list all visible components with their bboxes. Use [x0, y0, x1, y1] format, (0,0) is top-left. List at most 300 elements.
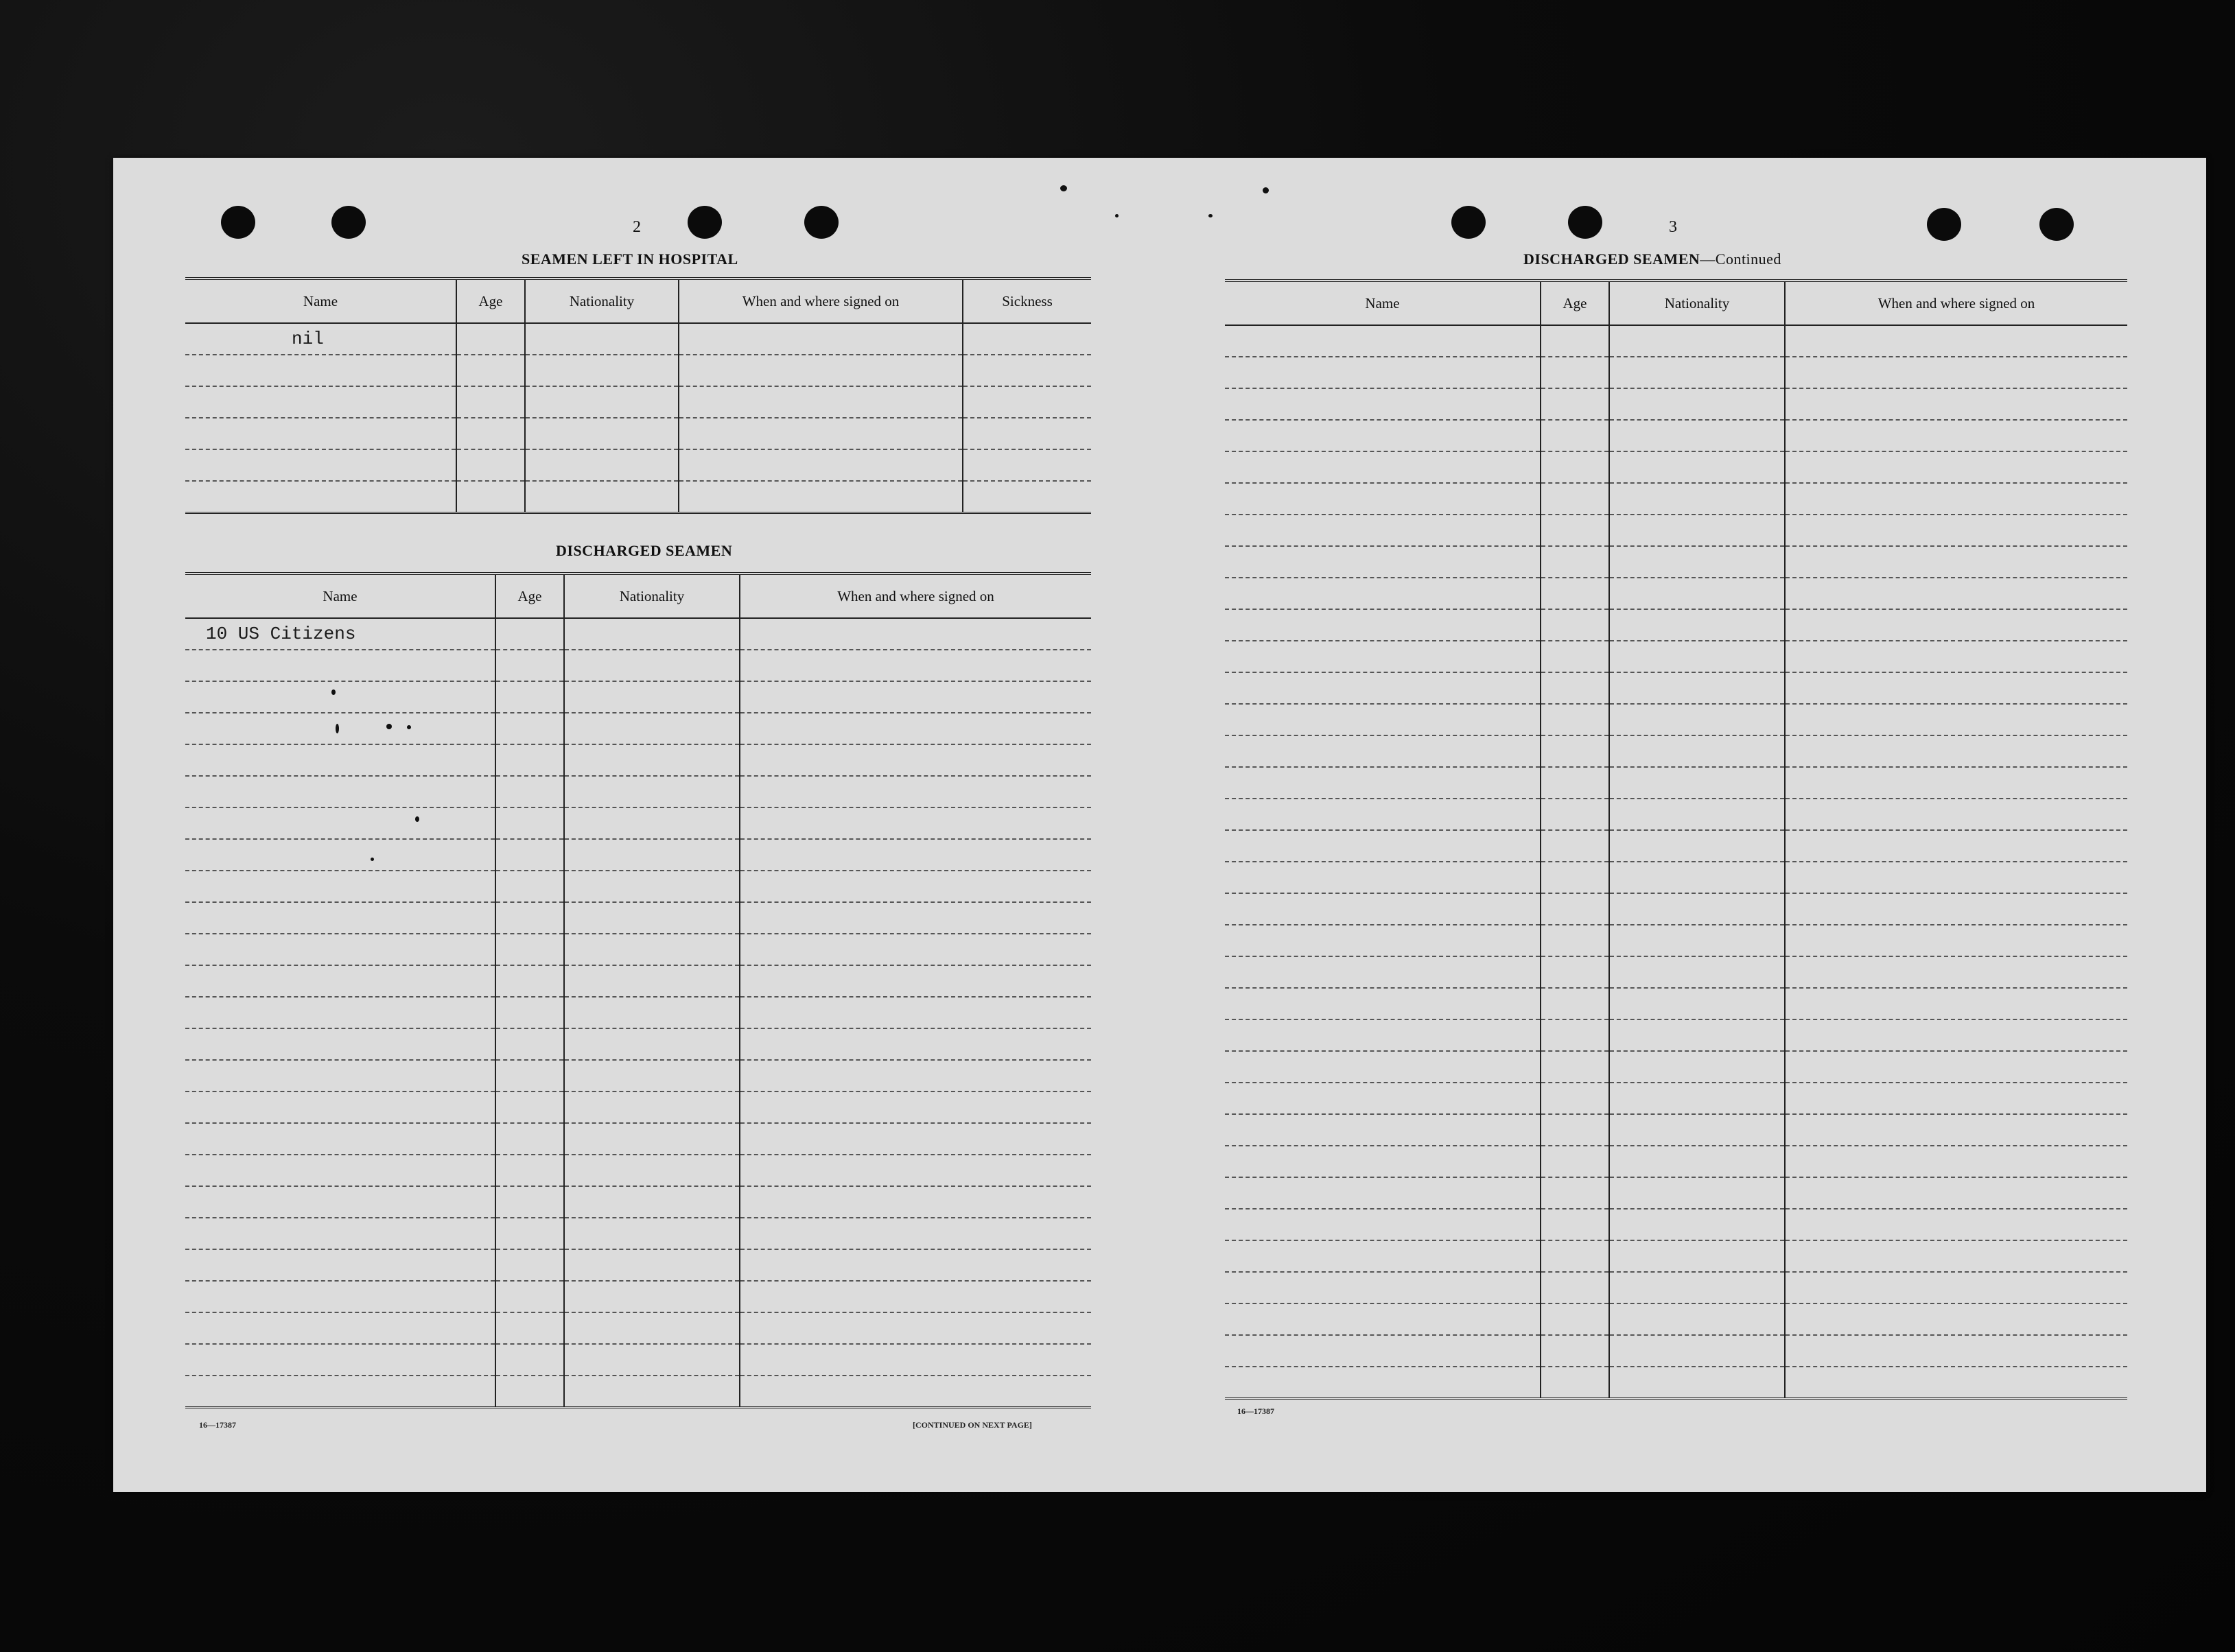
table-cell — [1785, 1083, 2127, 1114]
table-cell — [1225, 1367, 1541, 1399]
table-row — [185, 650, 1091, 681]
table-cell — [185, 902, 495, 934]
table-cell — [1225, 578, 1541, 609]
table-cell — [1541, 1114, 1609, 1146]
table-cell — [1541, 672, 1609, 704]
table-cell — [1609, 767, 1785, 799]
table-row — [185, 449, 1091, 481]
table-cell — [564, 934, 740, 965]
table-cell — [1225, 1083, 1541, 1114]
table-row — [185, 1028, 1091, 1060]
table-cell — [1225, 483, 1541, 515]
table-cell — [963, 418, 1091, 449]
table-row — [185, 807, 1091, 839]
table-cell — [495, 1155, 564, 1186]
table-cell — [1609, 830, 1785, 862]
table-row — [1225, 1177, 2127, 1209]
table-cell — [185, 839, 495, 871]
table-cell — [185, 934, 495, 965]
table-cell — [564, 713, 740, 744]
table-cell — [679, 481, 963, 513]
table-cell — [1609, 388, 1785, 420]
table-cell — [1541, 1146, 1609, 1177]
table-cell — [1785, 515, 2127, 546]
table-cell — [1541, 1240, 1609, 1272]
table-cell — [963, 355, 1091, 386]
table-cell — [495, 744, 564, 776]
table-row — [185, 618, 1091, 650]
table-cell — [1541, 641, 1609, 672]
table-row — [185, 681, 1091, 713]
table-cell — [740, 650, 1091, 681]
punch-hole — [331, 206, 366, 239]
table-row — [185, 1092, 1091, 1123]
table-cell — [185, 1344, 495, 1376]
table-cell — [564, 997, 740, 1028]
table-cell — [740, 1376, 1091, 1408]
table-row — [185, 776, 1091, 807]
table-row — [1225, 641, 2127, 672]
table-cell — [495, 1344, 564, 1376]
table-cell — [740, 1312, 1091, 1344]
table-cell — [1609, 956, 1785, 988]
table-cell — [1225, 1209, 1541, 1240]
table-cell — [1225, 672, 1541, 704]
table-cell — [1785, 546, 2127, 578]
table-cell — [1541, 799, 1609, 830]
table-cell — [740, 713, 1091, 744]
form-code: 16—17387 — [199, 1420, 236, 1430]
table-cell — [495, 997, 564, 1028]
table-row — [185, 965, 1091, 997]
table-cell — [1609, 1240, 1785, 1272]
table-cell — [1225, 704, 1541, 735]
table-cell — [740, 1344, 1091, 1376]
hospital-table — [185, 277, 1091, 514]
table-cell — [456, 418, 525, 449]
name-cell: 10 US Citizens — [185, 618, 495, 650]
table-cell — [1541, 451, 1609, 483]
table-cell — [1541, 1272, 1609, 1303]
table-cell — [495, 902, 564, 934]
table-cell — [1609, 1367, 1785, 1399]
table-cell — [564, 1218, 740, 1249]
table-cell — [1225, 735, 1541, 767]
table-row — [1225, 799, 2127, 830]
table-cell — [1785, 1209, 2127, 1240]
table-cell — [740, 997, 1091, 1028]
table-row — [185, 997, 1091, 1028]
table-cell — [1541, 1209, 1609, 1240]
column-header-age: Age — [456, 279, 525, 323]
table-cell — [564, 1155, 740, 1186]
table-cell: nil — [185, 323, 456, 355]
table-row — [1225, 546, 2127, 578]
table-cell — [1225, 1335, 1541, 1367]
table-cell — [1785, 357, 2127, 388]
table-row — [1225, 1051, 2127, 1083]
table-cell — [1541, 357, 1609, 388]
table-row — [1225, 988, 2127, 1019]
column-header-nationality: Nationality — [564, 574, 740, 618]
table-cell — [1541, 1051, 1609, 1083]
table-row — [1225, 893, 2127, 925]
table-cell — [495, 1218, 564, 1249]
table-cell — [679, 355, 963, 386]
table-cell — [564, 681, 740, 713]
table-cell — [1541, 925, 1609, 956]
age-cell — [495, 618, 564, 650]
table-cell — [1225, 767, 1541, 799]
table-cell — [1541, 420, 1609, 451]
table-cell — [185, 871, 495, 902]
table-cell — [185, 355, 456, 386]
table-cell — [1785, 956, 2127, 988]
table-cell — [1225, 641, 1541, 672]
table-cell — [185, 1376, 495, 1408]
form-code: 16—17387 — [1237, 1406, 1274, 1416]
table-row — [185, 713, 1091, 744]
table-row — [1225, 1019, 2127, 1051]
table-cell — [495, 1092, 564, 1123]
table-cell — [1225, 515, 1541, 546]
table-cell — [1609, 578, 1785, 609]
table-cell — [679, 449, 963, 481]
table-cell — [564, 1249, 740, 1281]
table-row — [185, 934, 1091, 965]
table-cell — [185, 386, 456, 418]
table-cell — [1541, 325, 1609, 357]
table-cell — [1785, 862, 2127, 893]
table-cell — [1609, 704, 1785, 735]
table-cell — [525, 449, 679, 481]
table-cell — [1609, 1083, 1785, 1114]
table-cell — [1785, 420, 2127, 451]
table-cell — [1541, 515, 1609, 546]
table-row — [1225, 862, 2127, 893]
table-row — [1225, 515, 2127, 546]
table-cell — [1225, 609, 1541, 641]
ink-speck — [1060, 185, 1067, 191]
table-cell — [1609, 925, 1785, 956]
table-cell — [185, 1186, 495, 1218]
table-row — [185, 1281, 1091, 1312]
ink-speck — [1263, 187, 1269, 193]
table-cell — [185, 1312, 495, 1344]
table-row — [185, 481, 1091, 513]
table-cell — [495, 839, 564, 871]
table-row — [1225, 451, 2127, 483]
table-cell — [185, 997, 495, 1028]
table-row — [1225, 830, 2127, 862]
column-header-age: Age — [495, 574, 564, 618]
table-cell — [1785, 1303, 2127, 1335]
table-cell — [1609, 1335, 1785, 1367]
column-header-nationality: Nationality — [525, 279, 679, 323]
table-cell — [1225, 420, 1541, 451]
table-cell — [185, 681, 495, 713]
table-cell — [185, 481, 456, 513]
table-cell — [740, 1281, 1091, 1312]
table-cell — [1225, 925, 1541, 956]
table-cell — [679, 386, 963, 418]
table-cell — [1541, 1367, 1609, 1399]
table-cell — [1785, 1335, 2127, 1367]
table-cell — [1541, 388, 1609, 420]
table-cell — [1609, 1272, 1785, 1303]
table-cell — [740, 1028, 1091, 1060]
table-cell — [185, 1123, 495, 1155]
table-cell — [1609, 735, 1785, 767]
table-row — [1225, 704, 2127, 735]
table-cell — [1541, 1019, 1609, 1051]
table-cell — [1785, 893, 2127, 925]
table-cell — [456, 449, 525, 481]
table-cell — [564, 871, 740, 902]
table-cell — [456, 355, 525, 386]
table-cell — [1785, 1367, 2127, 1399]
table-cell — [1609, 515, 1785, 546]
table-cell — [1225, 1019, 1541, 1051]
table-cell — [963, 481, 1091, 513]
table-row — [1225, 609, 2127, 641]
section-title-hospital: SEAMEN LEFT IN HOSPITAL — [522, 250, 738, 268]
table-cell — [1541, 988, 1609, 1019]
table-header-row — [185, 574, 1091, 618]
table-cell — [1225, 1114, 1541, 1146]
table-cell — [525, 481, 679, 513]
table-cell — [679, 418, 963, 449]
table-cell — [495, 1028, 564, 1060]
table-cell — [185, 1092, 495, 1123]
table-cell — [1609, 609, 1785, 641]
table-cell — [740, 1060, 1091, 1092]
table-cell — [564, 902, 740, 934]
table-cell — [1541, 1335, 1609, 1367]
table-cell — [1225, 1051, 1541, 1083]
table-cell — [1225, 546, 1541, 578]
column-header-signed-on: When and where signed on — [740, 574, 1091, 618]
table-header-row — [1225, 281, 2127, 325]
table-row — [1225, 357, 2127, 388]
table-cell — [740, 902, 1091, 934]
table-cell — [564, 1060, 740, 1092]
table-cell — [495, 965, 564, 997]
punch-hole — [688, 206, 722, 239]
table-cell — [740, 681, 1091, 713]
table-cell — [1609, 1303, 1785, 1335]
table-cell — [1609, 325, 1785, 357]
table-cell — [456, 386, 525, 418]
table-cell — [185, 807, 495, 839]
table-cell — [495, 934, 564, 965]
table-cell — [1541, 862, 1609, 893]
table-cell — [185, 1155, 495, 1186]
table-cell — [1785, 672, 2127, 704]
table-row — [185, 1218, 1091, 1249]
table-cell — [525, 386, 679, 418]
table-row — [185, 323, 1091, 355]
title-suffix: —Continued — [1700, 250, 1781, 268]
table-cell — [495, 1281, 564, 1312]
table-row — [1225, 1272, 2127, 1303]
table-cell — [1785, 1051, 2127, 1083]
table-cell — [1785, 578, 2127, 609]
table-row — [185, 1186, 1091, 1218]
table-cell — [185, 1218, 495, 1249]
continued-note: [CONTINUED ON NEXT PAGE] — [913, 1420, 1032, 1430]
table-row — [1225, 388, 2127, 420]
table-cell — [1541, 1083, 1609, 1114]
table-cell — [185, 1028, 495, 1060]
punch-hole — [2039, 208, 2074, 241]
table-cell — [1225, 830, 1541, 862]
punch-hole — [221, 206, 255, 239]
table-cell — [1785, 830, 2127, 862]
table-cell — [564, 839, 740, 871]
table-cell — [1785, 925, 2127, 956]
table-cell — [1541, 735, 1609, 767]
table-row — [185, 839, 1091, 871]
table-cell — [1785, 799, 2127, 830]
table-cell — [495, 1060, 564, 1092]
table-cell — [495, 650, 564, 681]
discharged-continued-table — [1225, 279, 2127, 1400]
table-cell — [1541, 767, 1609, 799]
table-cell — [1541, 546, 1609, 578]
table-row — [1225, 1146, 2127, 1177]
table-row — [185, 1344, 1091, 1376]
table-cell — [1785, 1114, 2127, 1146]
table-cell — [740, 1186, 1091, 1218]
table-cell — [1785, 1177, 2127, 1209]
table-cell — [740, 1249, 1091, 1281]
table-cell — [1785, 388, 2127, 420]
table-cell — [1609, 546, 1785, 578]
table-cell — [495, 1312, 564, 1344]
table-cell — [1609, 672, 1785, 704]
table-cell — [495, 1376, 564, 1408]
table-cell — [564, 776, 740, 807]
title-bold: DISCHARGED SEAMEN — [1523, 250, 1700, 268]
table-cell — [1609, 1209, 1785, 1240]
table-cell — [564, 1186, 740, 1218]
table-cell — [185, 965, 495, 997]
table-row — [1225, 420, 2127, 451]
table-cell — [1785, 704, 2127, 735]
table-row — [1225, 578, 2127, 609]
table-cell — [564, 1312, 740, 1344]
table-cell — [1609, 357, 1785, 388]
table-cell — [1609, 420, 1785, 451]
table-row — [185, 902, 1091, 934]
table-cell — [740, 871, 1091, 902]
table-cell — [564, 1281, 740, 1312]
table-cell — [1541, 578, 1609, 609]
table-cell — [525, 355, 679, 386]
table-cell — [1541, 956, 1609, 988]
table-cell — [740, 839, 1091, 871]
table-cell — [495, 1123, 564, 1155]
table-row — [185, 1060, 1091, 1092]
table-cell — [495, 871, 564, 902]
table-cell — [525, 323, 679, 355]
table-row — [185, 744, 1091, 776]
column-header-name: Name — [185, 574, 495, 618]
table-cell — [564, 1344, 740, 1376]
table-cell — [564, 650, 740, 681]
table-cell — [185, 449, 456, 481]
table-cell — [1785, 988, 2127, 1019]
table-cell — [185, 1281, 495, 1312]
table-cell — [564, 1092, 740, 1123]
table-cell — [1541, 1177, 1609, 1209]
table-cell — [740, 1218, 1091, 1249]
table-cell — [564, 965, 740, 997]
column-header-signed-on: When and where signed on — [1785, 281, 2127, 325]
table-cell — [1225, 988, 1541, 1019]
table-cell — [679, 323, 963, 355]
table-cell — [1785, 1146, 2127, 1177]
table-cell — [1225, 1146, 1541, 1177]
table-cell — [456, 323, 525, 355]
table-header-row — [185, 279, 1091, 323]
table-cell — [1609, 1177, 1785, 1209]
table-cell — [456, 481, 525, 513]
table-row — [1225, 1083, 2127, 1114]
ink-speck — [1208, 214, 1213, 217]
column-header-name: Name — [185, 279, 456, 323]
punch-hole — [1927, 208, 1961, 241]
table-cell — [740, 1092, 1091, 1123]
table-cell — [1609, 1114, 1785, 1146]
table-row — [1225, 325, 2127, 357]
column-header-signed-on: When and where signed on — [679, 279, 963, 323]
table-cell — [740, 744, 1091, 776]
table-cell — [1609, 988, 1785, 1019]
table-cell — [1225, 799, 1541, 830]
table-cell — [1785, 767, 2127, 799]
table-row — [1225, 767, 2127, 799]
table-cell — [1609, 893, 1785, 925]
punch-hole — [1451, 206, 1486, 239]
table-cell — [185, 1249, 495, 1281]
table-cell — [185, 418, 456, 449]
column-header-nationality: Nationality — [1609, 281, 1785, 325]
column-header-sickness: Sickness — [963, 279, 1091, 323]
section-title-discharged-continued — [1523, 250, 1781, 268]
table-cell — [1785, 483, 2127, 515]
table-cell — [1785, 609, 2127, 641]
table-cell — [740, 934, 1091, 965]
page-number: 2 — [633, 218, 641, 236]
table-cell — [1609, 483, 1785, 515]
table-cell — [963, 386, 1091, 418]
table-cell — [1785, 325, 2127, 357]
table-cell — [185, 650, 495, 681]
table-row — [1225, 672, 2127, 704]
table-row — [1225, 925, 2127, 956]
table-cell — [564, 1376, 740, 1408]
table-row — [1225, 1335, 2127, 1367]
table-cell — [740, 965, 1091, 997]
table-cell — [495, 1249, 564, 1281]
table-row — [185, 1376, 1091, 1408]
table-cell — [740, 1155, 1091, 1186]
table-cell — [1225, 893, 1541, 925]
table-cell — [1609, 1146, 1785, 1177]
table-cell — [1785, 1272, 2127, 1303]
